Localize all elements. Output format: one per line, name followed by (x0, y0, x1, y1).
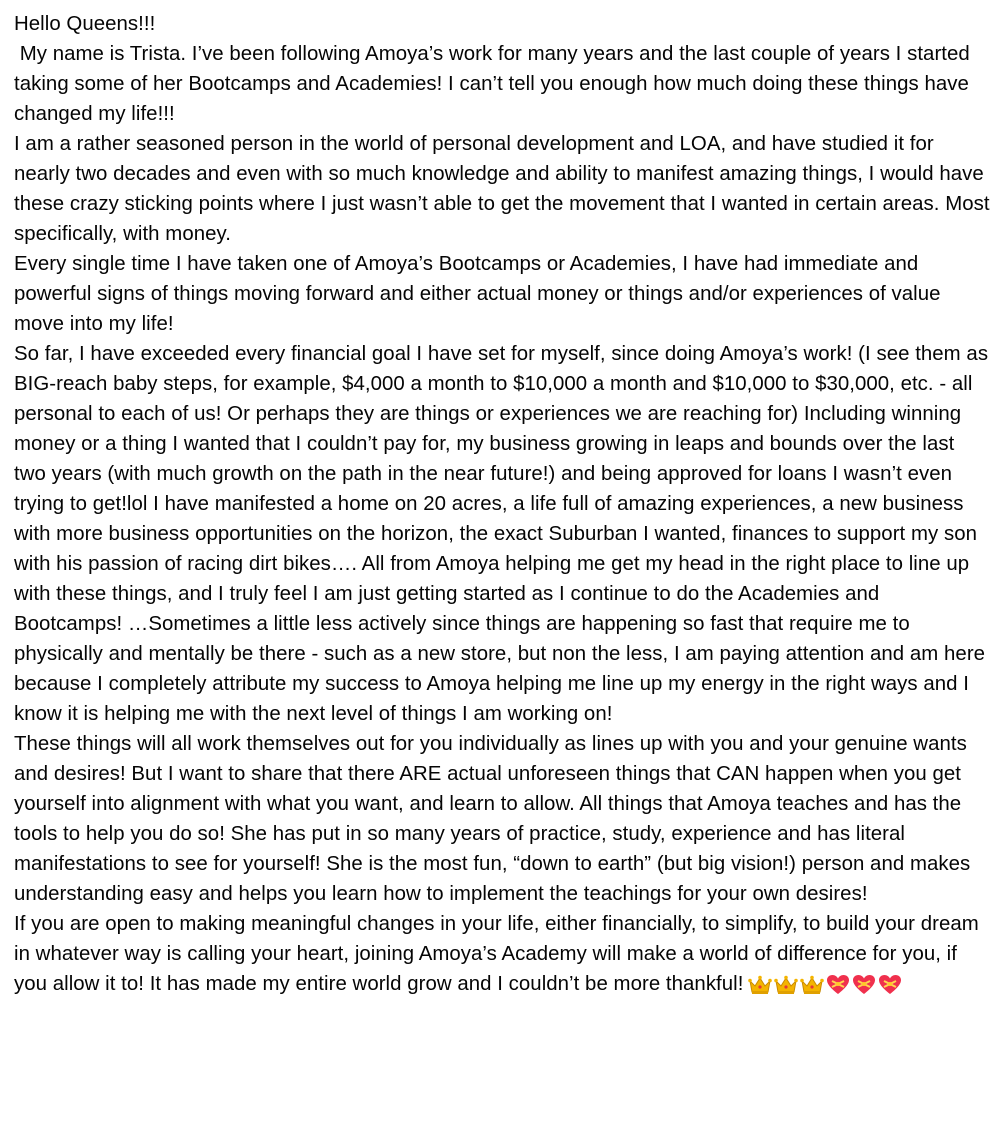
post-body (14, 9, 996, 999)
post-paragraph: Every single time I have taken one of Amoya’s Bootcamps or Academies, I have had immediate and powerful signs of things moving forward and either actual money or things and/or experiences of value move into my life! (14, 253, 947, 335)
post-paragraph: I am a rather seasoned person in the world of personal development and LOA, and have studied it for nearly two decades and even with so much knowledge and ability to manifest amazing things, I would have these crazy sticking points where I just wasn’t able to get the movement that I wanted in certain areas. Most specifically, with money. (14, 133, 996, 245)
post-closing-paragraph (14, 909, 990, 999)
post-paragraph: My name is Trista. I’ve been following Amoya’s work for many years and the last couple of years I started taking some of her Bootcamps and Academies! I can’t tell you enough how much doing these things have changed my life!!! (14, 43, 976, 125)
post-closing-text: If you are open to making meaningful changes in your life, either financially, to simplify, to build your dream in whatever way is calling your heart, joining Amoya’s Academy will make a world of difference for you, if you allow it to! It has made my entire world grow and I couldn’t be more thankful! (14, 913, 985, 995)
heart-with-ribbon-icon (877, 973, 903, 997)
post-paragraph: So far, I have exceeded every financial goal I have set for myself, since doing Amoya’s work! (I see them as BIG-reach baby steps, for example, $4,000 a month to $10,000 a month and $10,000 to $30,000, etc. - all personal to each of us! Or perhaps they are things or experiences we are reaching for) Including winning money or a thing I wanted that I couldn’t pay for, my business growing in leaps and bounds over the last two years (with much growth on the path in the near future!) and being approved for loans I wasn’t even trying to get!lol I have manifested a home on 20 acres, a life full of amazing experiences, a new business with more business opportunities on the horizon, the exact Suburban I wanted, finances to support my son with his passion of racing dirt bikes…. All from Amoya helping me get my head in the right place to line up with these things, and I truly feel I am just getting started as I continue to do the Academies and Bootcamps! …Sometimes a little less actively since things are happening so fast that require me to physically and mentally be there - such as a new store, but non the less, I am paying attention and am here because I completely attribute my success to Amoya helping me line up my energy in the right ways and I know it is helping me with the next level of things I am working on! (14, 343, 994, 725)
crown-icon (799, 973, 825, 997)
emoji-row (747, 973, 903, 997)
crown-icon (747, 973, 773, 997)
post-greeting: Hello Queens!!! (14, 13, 156, 35)
post-paragraph: These things will all work themselves out for you individually as lines up with you and your genuine wants and desires! But I want to share that there ARE actual unforeseen things that CAN happen when you get yourself into alignment with what you want, and learn to allow. All things that Amoya teaches and has the tools to help you do so! She has put in so many years of practice, study, experience and has literal manifestations to see for yourself! She is the most fun, “down to earth” (but big vision!) person and makes understanding easy and helps you learn how to implement the teachings for your own desires! (14, 733, 976, 905)
heart-with-ribbon-icon (825, 973, 851, 997)
crown-icon (773, 973, 799, 997)
heart-with-ribbon-icon (851, 973, 877, 997)
